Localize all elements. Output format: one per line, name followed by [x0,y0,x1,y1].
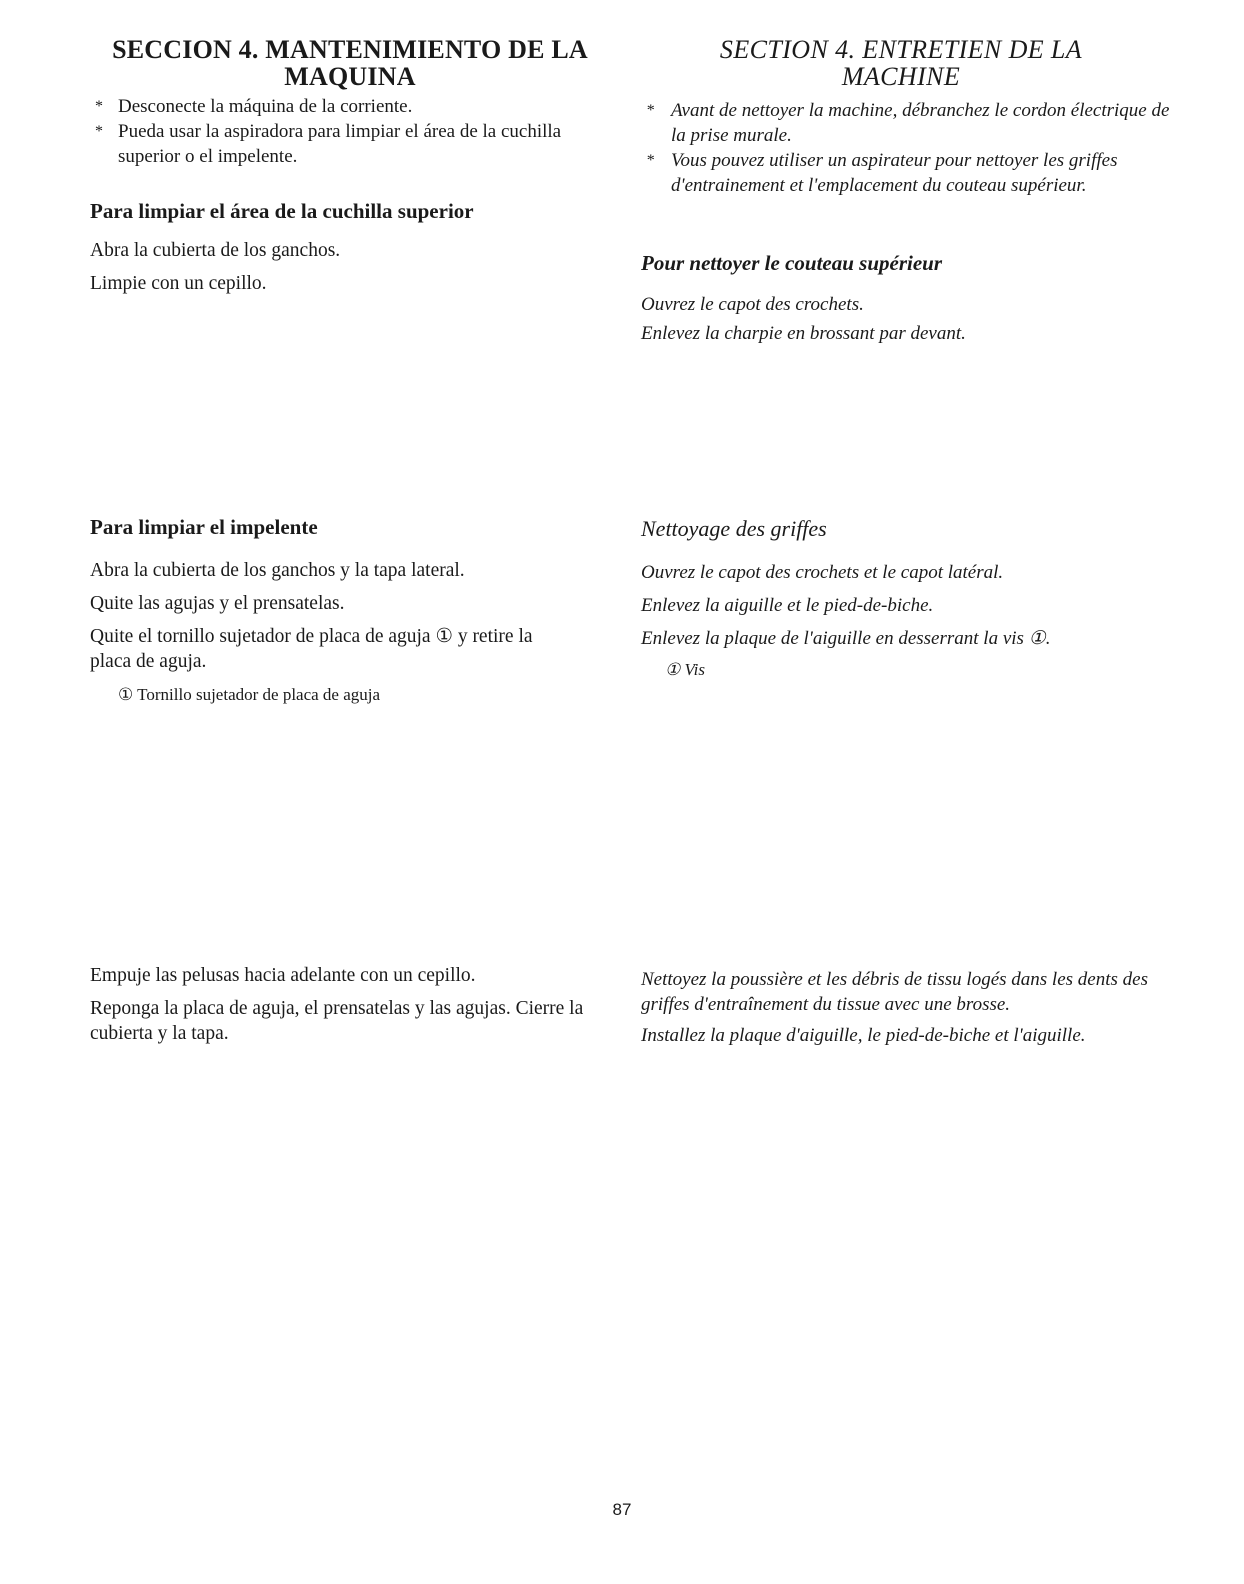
page-number: 87 [612,1500,632,1519]
list-item: * Pueda usar la aspiradora para limpiar el área de la cuchilla superior o el impelente. [95,121,562,167]
title-line-2: MACHINE [841,62,961,91]
spanish-section-3 [90,963,610,1046]
paragraph: Quite el tornillo sujetador de placa de aguja ① y retire la placa de aguja. [90,626,533,672]
list-item: * Vous pouvez utiliser un aspirateur pour nettoyer les griffes d'entrainement et l'emplacement du couteau supérieur. [646,150,1118,196]
title-line-1: SECCION 4. MANTENIMIENTO DE LA [112,35,588,64]
section-heading: Nettoyage des griffes [641,516,827,541]
paragraph: Nettoyez la poussière et les débris de tissu logés dans les dents des griffes d'entraînement du tissue avec une brosse. [641,969,1148,1015]
spanish-section-2 [90,514,610,706]
french-section-3 [641,967,1161,1048]
paragraph: Limpie con un cepillo. [90,273,267,294]
title-line-1: SECTION 4. ENTRETIEN DE LA [719,35,1083,64]
section-heading: Pour nettoyer le couteau supérieur [641,251,943,275]
paragraph: Enlevez la plaque de l'aiguille en desserrant la vis ①. [641,628,1051,649]
paragraph: Abra la cubierta de los ganchos. [90,240,341,261]
list-item: * Avant de nettoyer la machine, débranchez le cordon électrique de la prise murale. [646,100,1170,146]
callout-note: ① Tornillo sujetador de placa de aguja [118,685,381,704]
bullet-list [641,98,1181,198]
paragraph: Empuje las pelusas hacia adelante con un cepillo. [90,965,476,986]
french-title [641,36,1161,90]
spanish-title [90,36,610,169]
paragraph: Quite las agujas y el prensatelas. [90,593,345,614]
list-item: * Desconecte la máquina de la corriente. [95,96,413,117]
french-section-1 [641,250,1181,346]
paragraph: Ouvrez le capot des crochets. [641,294,864,315]
section-heading: Para limpiar el área de la cuchilla superior [90,199,474,223]
section-heading: Para limpiar el impelente [90,515,318,539]
paragraph: Reponga la placa de aguja, el prensatelas y las agujas. Cierre la cubierta y la tapa. [90,998,584,1044]
paragraph: Abra la cubierta de los ganchos y la tapa lateral. [90,560,465,581]
paragraph: Enlevez la charpie en brossant par devant. [641,323,966,344]
bullet-list [90,94,610,169]
french-section-2 [641,516,1181,681]
french-intro [641,98,1181,198]
paragraph: Installez la plaque d'aiguille, le pied-de-biche et l'aiguille. [641,1025,1086,1046]
callout-note: ① Vis [665,660,705,679]
title-line-2: MAQUINA [284,62,416,91]
paragraph: Ouvrez le capot des crochets et le capot latéral. [641,562,1004,583]
paragraph: Enlevez la aiguille et le pied-de-biche. [641,595,934,616]
spanish-section-1 [90,198,610,296]
